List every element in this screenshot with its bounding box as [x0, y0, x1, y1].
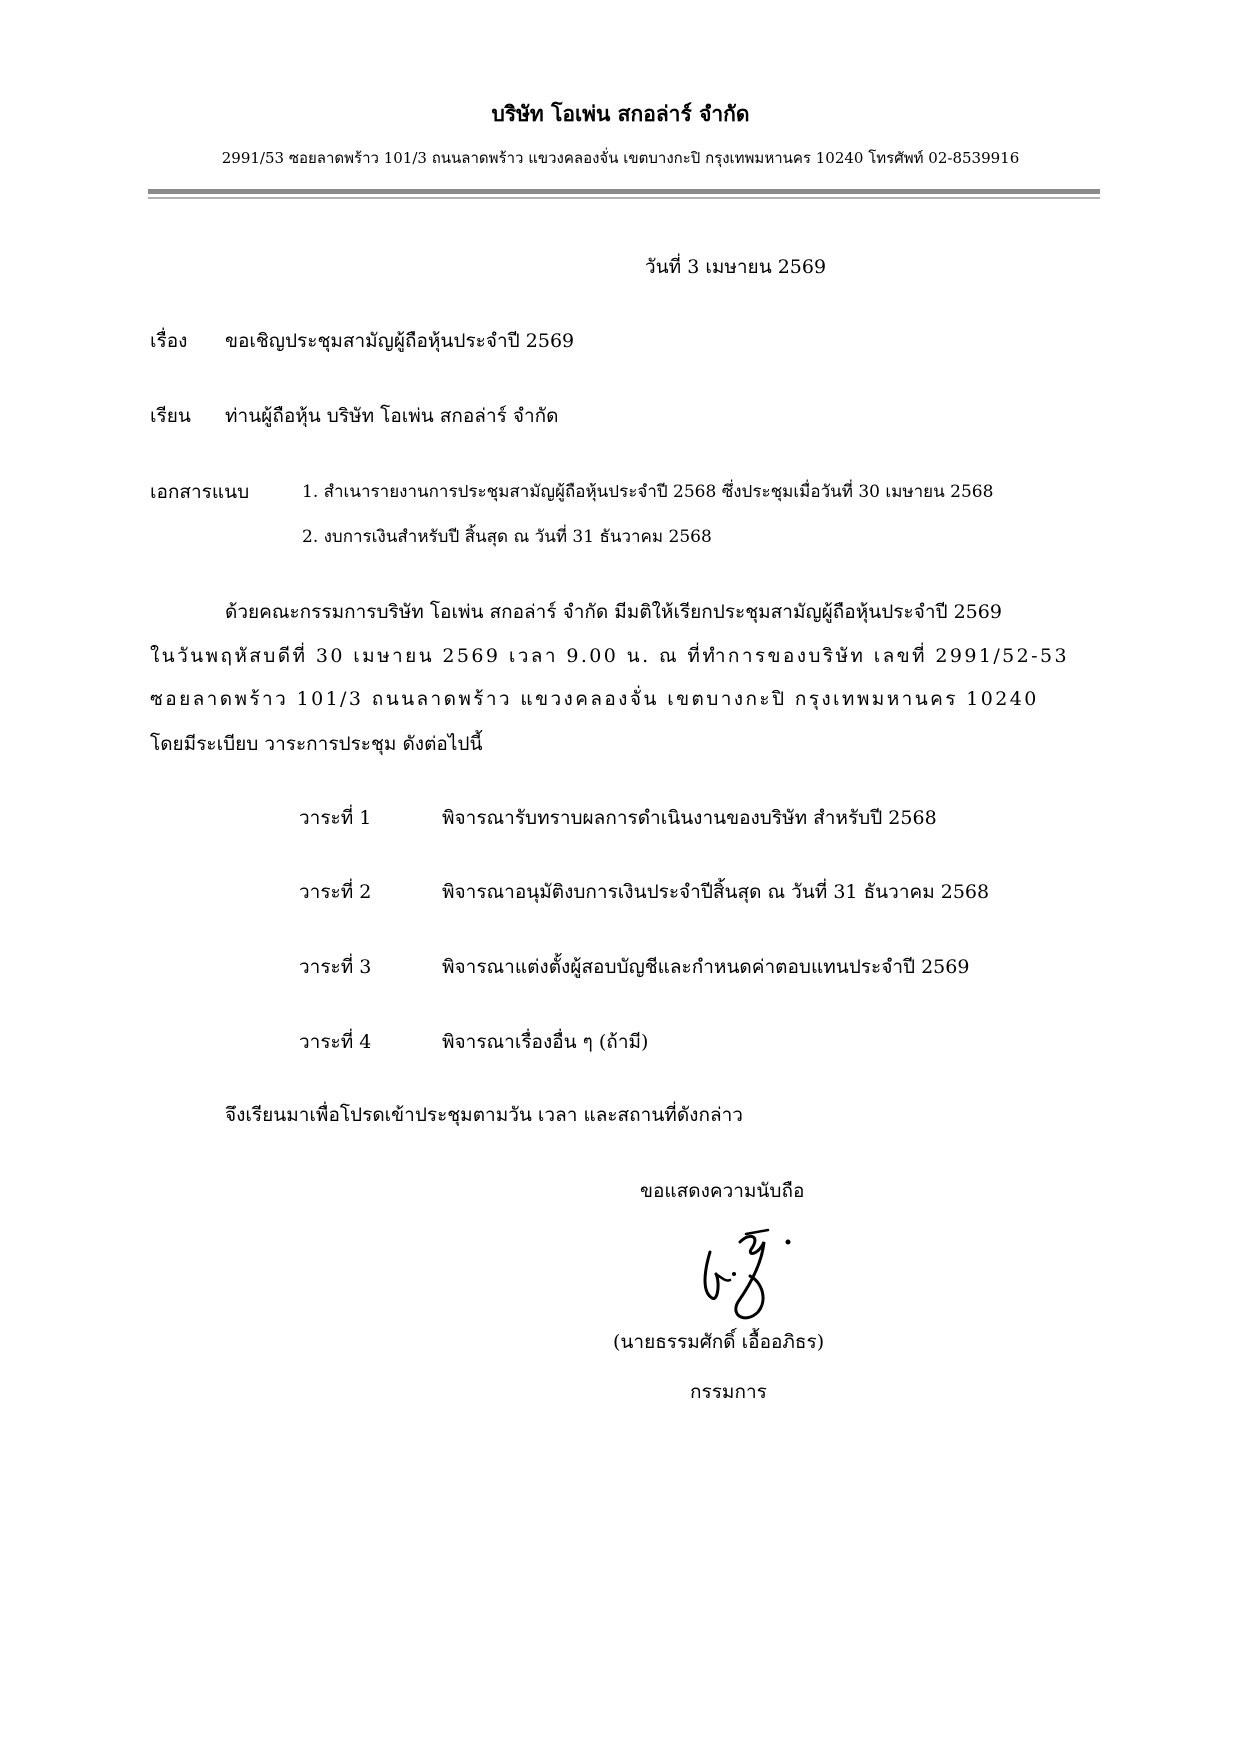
agenda-label-1: วาระที่ 1: [299, 807, 372, 829]
header-divider-thin: [148, 197, 1100, 199]
agenda-label-4: วาระที่ 4: [299, 1031, 372, 1053]
agenda-text-2: พิจารณาอนุมัติงบการเงินประจำปีสิ้นสุด ณ วันที่ 31 ธันวาคม 2568: [442, 881, 990, 903]
company-name: บริษัท โอเพ่น สกอล่าร์ จำกัด: [491, 101, 750, 126]
agenda-label-3: วาระที่ 3: [299, 956, 372, 978]
recipient-text: ท่านผู้ถือหุ้น บริษัท โอเพ่น สกอล่าร์ จำกัด: [225, 405, 559, 427]
body-line-1: ด้วยคณะกรรมการบริษัท โอเพ่น สกอล่าร์ จำกัด มีมติให้เรียกประชุมสามัญผู้ถือหุ้นประจำปี 2569: [225, 601, 1002, 623]
attachment-item-2: 2. งบการเงินสำหรับปี สิ้นสุด ณ วันที่ 31 ธันวาคม 2568: [302, 527, 712, 547]
header-divider-thick: [148, 189, 1100, 194]
attachments-label: เอกสารแนบ: [150, 481, 250, 503]
body-line-4: โดยมีระเบียบ วาระการประชุม ดังต่อไปนี้: [150, 733, 483, 755]
closing-sentence: จึงเรียนมาเพื่อโปรดเข้าประชุมตามวัน เวลา และสถานที่ดังกล่าว: [225, 1104, 743, 1126]
subject-text: ขอเชิญประชุมสามัญผู้ถือหุ้นประจำปี 2569: [225, 330, 575, 352]
signer-name: (นายธรรมศักดิ์ เอื้ออภิธร): [613, 1331, 825, 1353]
letter-date: วันที่ 3 เมษายน 2569: [645, 256, 827, 278]
company-address: 2991/53 ซอยลาดพร้าว 101/3 ถนนลาดพร้าว แขวงคลองจั่น เขตบางกะปิ กรุงเทพมหานคร 10240 โทรศัพท์ 02-8539916: [221, 149, 1020, 167]
agenda-label-2: วาระที่ 2: [299, 881, 372, 903]
regards-text: ขอแสดงความนับถือ: [640, 1180, 805, 1202]
agenda-text-4: พิจารณาเรื่องอื่น ๆ (ถ้ามี): [442, 1031, 649, 1053]
signer-title: กรรมการ: [690, 1381, 767, 1403]
recipient-label: เรียน: [150, 405, 191, 427]
agenda-text-1: พิจารณารับทราบผลการดำเนินงานของบริษัท สำหรับปี 2568: [442, 807, 937, 829]
subject-label: เรื่อง: [150, 330, 188, 352]
signature-image: [690, 1212, 800, 1332]
attachment-item-1: 1. สำเนารายงานการประชุมสามัญผู้ถือหุ้นประจำปี 2568 ซึ่งประชุมเมื่อวันที่ 30 เมษายน 2568: [302, 482, 994, 502]
agenda-text-3: พิจารณาแต่งตั้งผู้สอบบัญชีและกำหนดค่าตอบแทนประจำปี 2569: [442, 956, 970, 978]
body-line-3: ซอยลาดพร้าว 101/3 ถนนลาดพร้าว แขวงคลองจั่น เขตบางกะปิ กรุงเทพมหานคร 10240: [150, 688, 1039, 710]
body-line-2: ในวันพฤหัสบดีที่ 30 เมษายน 2569 เวลา 9.00 น. ณ ที่ทำการของบริษัท เลขที่ 2991/52-53: [150, 645, 1069, 667]
